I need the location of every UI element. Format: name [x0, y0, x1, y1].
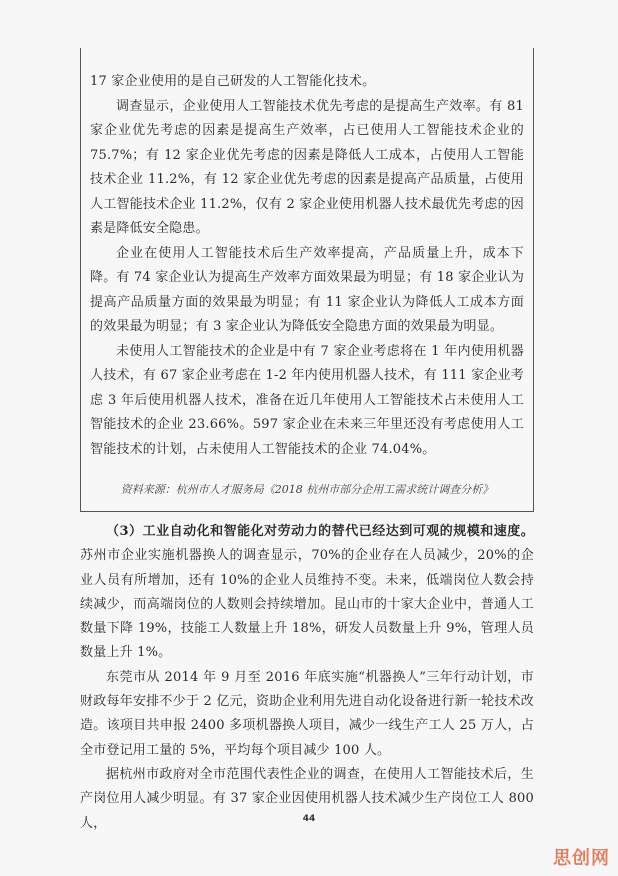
page-number: 44 [302, 814, 316, 824]
body-paragraph-2: 东莞市从 2014 年 9 月至 2016 年底实施“机器换人”三年行动计划，市财政每年安排不少于 2 亿元，资助企业利用先进自动化设备进行新一轮技术改造。该项目共申报 2400 多项机器换人项目，减少一线生产工人 25 万人，占全市登记用工量的 5%，平均每个项目减少 100 人。 [80, 669, 534, 758]
box-paragraph-3: 企业在使用人工智能技术后生产效率提高，产品质量上升，成本下降。有 74 家企业认为提高生产效率方面效果最为明显；有 18 家企业认为提高产品质量方面的效果最为明显；有 11 家企业认为降低人工成本方面的效果最为明显；有 3 家企业认为降低安全隐患方面的效果最为明显。 [90, 245, 525, 334]
source-citation: 资料来源：杭州市人才服务局《2018 杭州市部分企用工需求统计调查分析》 [120, 483, 494, 496]
body-paragraph-1-text: 苏州市企业实施机器换人的调查显示，70%的企业存在人员减少，20%的企业人员有所增加，还有 10%的企业人员维持不变。未来，低端岗位人数会持续减少，而高端岗位的人数则会持续增加。昆山市的十家大企业中，普通人工数量下降 19%，技能工人数量上升 18%，研发人员数量上升 9%，管理人员数量上升 1%。 [80, 548, 534, 661]
body-paragraph-3: 据杭州市政府对全市范围代表性企业的调查，在使用人工智能技术后，生产岗位用人减少明显。有 37 家企业因使用机器人技术减少生产岗位工人 800 人， [80, 766, 534, 831]
watermark-logo: 思创网 [553, 848, 610, 869]
body-text [80, 520, 534, 836]
box-paragraph-2: 调查显示，企业使用人工智能技术优先考虑的是提高生产效率。有 81 家企业优先考虑的因素是提高生产效率，占已使用人工智能技术企业的 75.7%；有 12 家企业优先考虑的因素是降低人工成本，占使用人工智能技术企业 11.2%，有 12 家企业优先考虑的因素是提高产品质量，占使用人工智能技术企业 11.2%，仅有 2 家企业使用机器人技术最优先考虑的因素是降低安全隐患。 [90, 98, 524, 236]
section-heading: （3）工业自动化和智能化对劳动力的替代已经达到可观的规模和速度。 [106, 524, 534, 539]
box-paragraph-1: 17 家企业使用的是自己研发的人工智能化技术。 [90, 74, 376, 89]
body-paragraph-1 [80, 520, 534, 666]
boxed-excerpt [80, 48, 534, 512]
box-paragraph-4: 未使用人工智能技术的企业是中有 7 家企业考虑将在 1 年内使用机器人技术，有 67 家企业考虑在 1-2 年内使用机器人技术，有 111 家企业考虑 3 年后使用机器人技术，准备在近几年使用人工智能技术占未使用人工智能技术的企业 23.66%。597 家企业在未来三年里还没有考虑使用人工智能技术的计划，占未使用人工智能技术的企业 74.04%。 [90, 343, 524, 457]
